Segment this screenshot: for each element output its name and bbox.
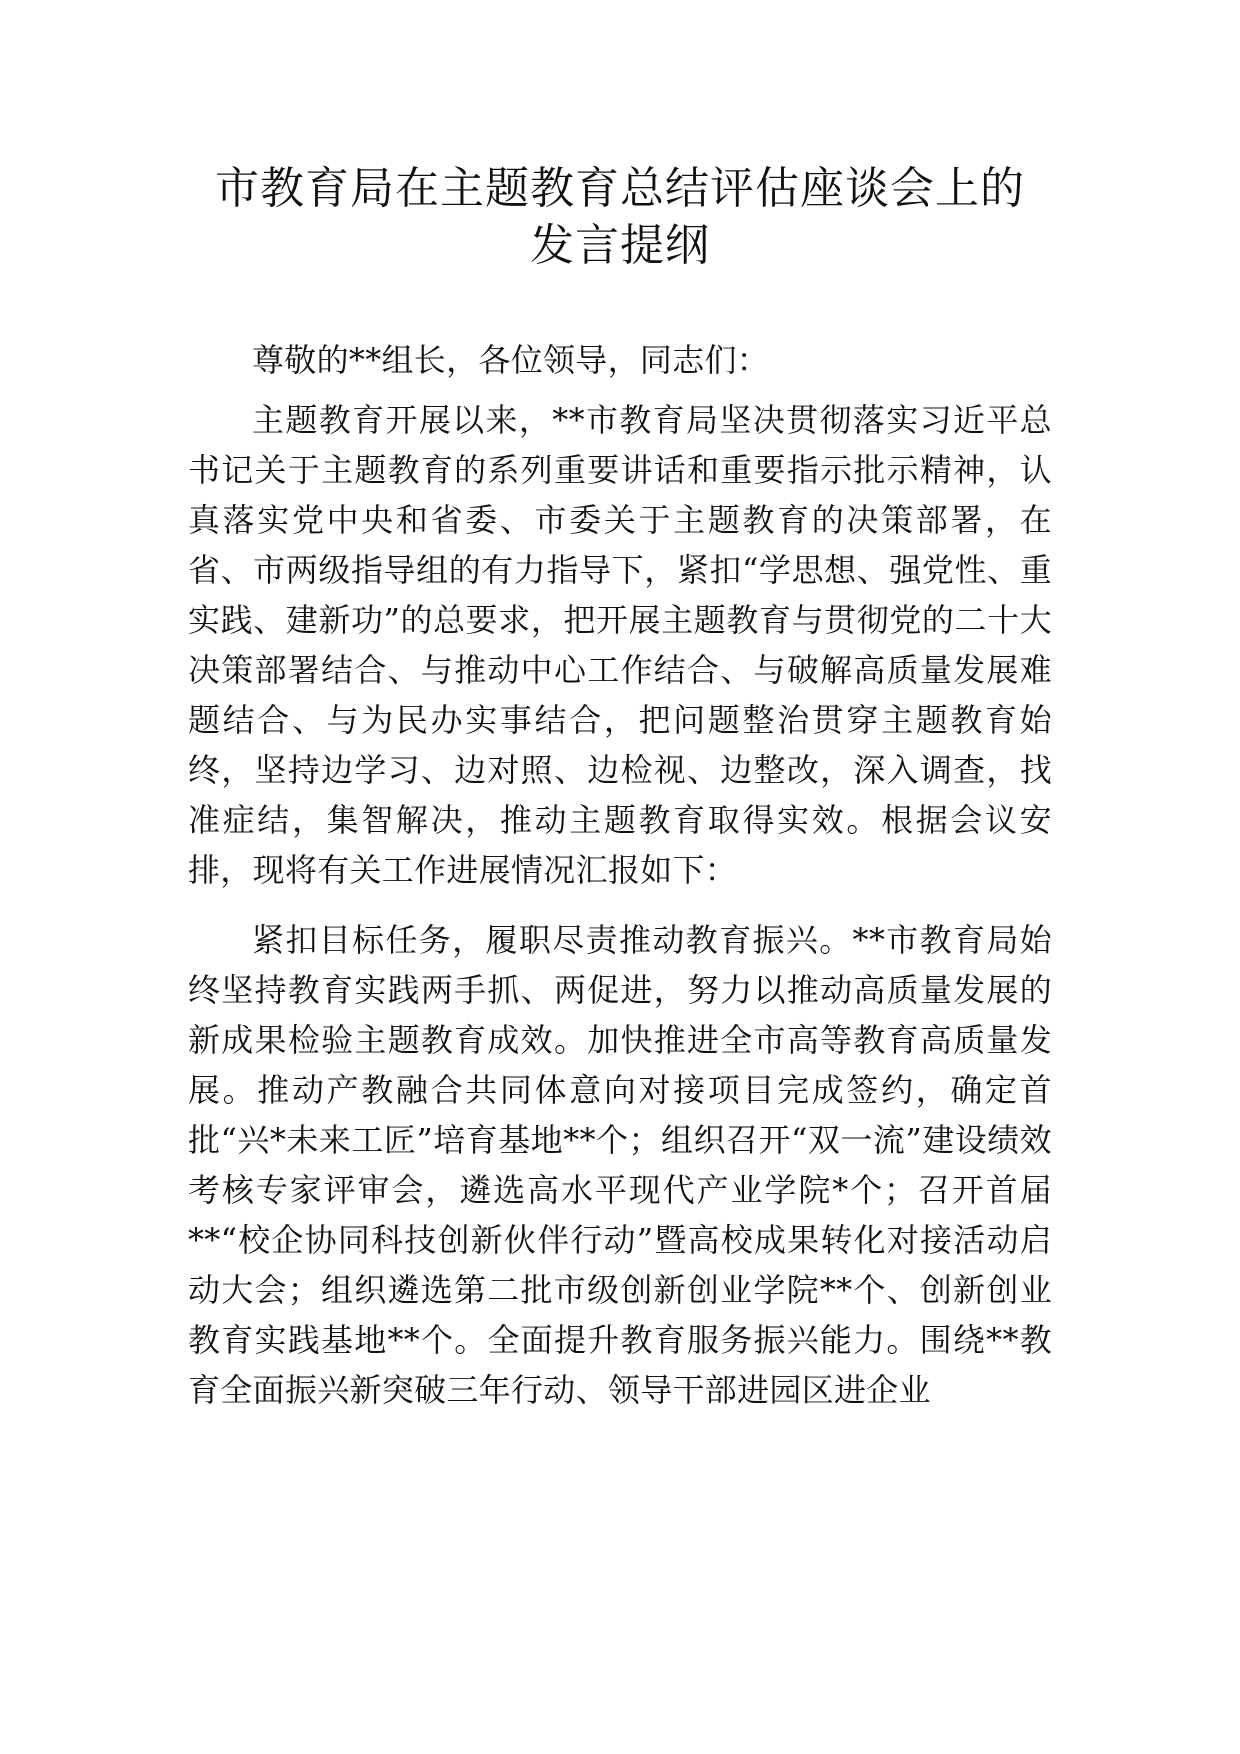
salutation: 尊敬的**组长，各位领导，同志们： — [252, 341, 770, 379]
title-line-1: 市教育局在主题教育总结评估座谈会上的 — [215, 163, 1025, 214]
title-line-2: 发言提纲 — [530, 220, 710, 271]
document-body — [188, 335, 1052, 1415]
paragraph-intro: 主题教育开展以来，**市教育局坚决贯彻落实习近平总书记关于主题教育的系列重要讲话和重要指示批示精神，认真落实党中央和省委、市委关于主题教育的决策部署，在省、市两级指导组的有力指导下，紧扣“学思想、强党性、重实践、建新功”的总要求，把开展主题教育与贯彻党的二十大决策部署结合、与推动中心工作结合、与破解高质量发展难题结合、与为民办实事结合，把问题整治贯穿主题教育始终，坚持边学习、边对照、边检视、边整改，深入调查，找准症结，集智解决，推动主题教育取得实效。根据会议安排，现将有关工作进展情况汇报如下： — [188, 401, 1052, 889]
paragraph-goals: 紧扣目标任务，履职尽责推动教育振兴。**市教育局始终坚持教育实践两手抓、两促进，努力以推动高质量发展的新成果检验主题教育成效。加快推进全市高等教育高质量发展。推动产教融合共同体意向对接项目完成签约，确定首批“兴*未来工匠”培育基地**个；组织召开“双一流”建设绩效考核专家评审会，遴选高水平现代产业学院*个；召开首届**“校企协同科技创新伙伴行动”暨高校成果转化对接活动启动大会；组织遴选第二批市级创新创业学院**个、创新创业教育实践基地**个。全面提升教育服务振兴能力。围绕**教育全面振兴新突破三年行动、领导干部进园区进企业 — [188, 921, 1052, 1409]
document-title — [160, 160, 1080, 274]
